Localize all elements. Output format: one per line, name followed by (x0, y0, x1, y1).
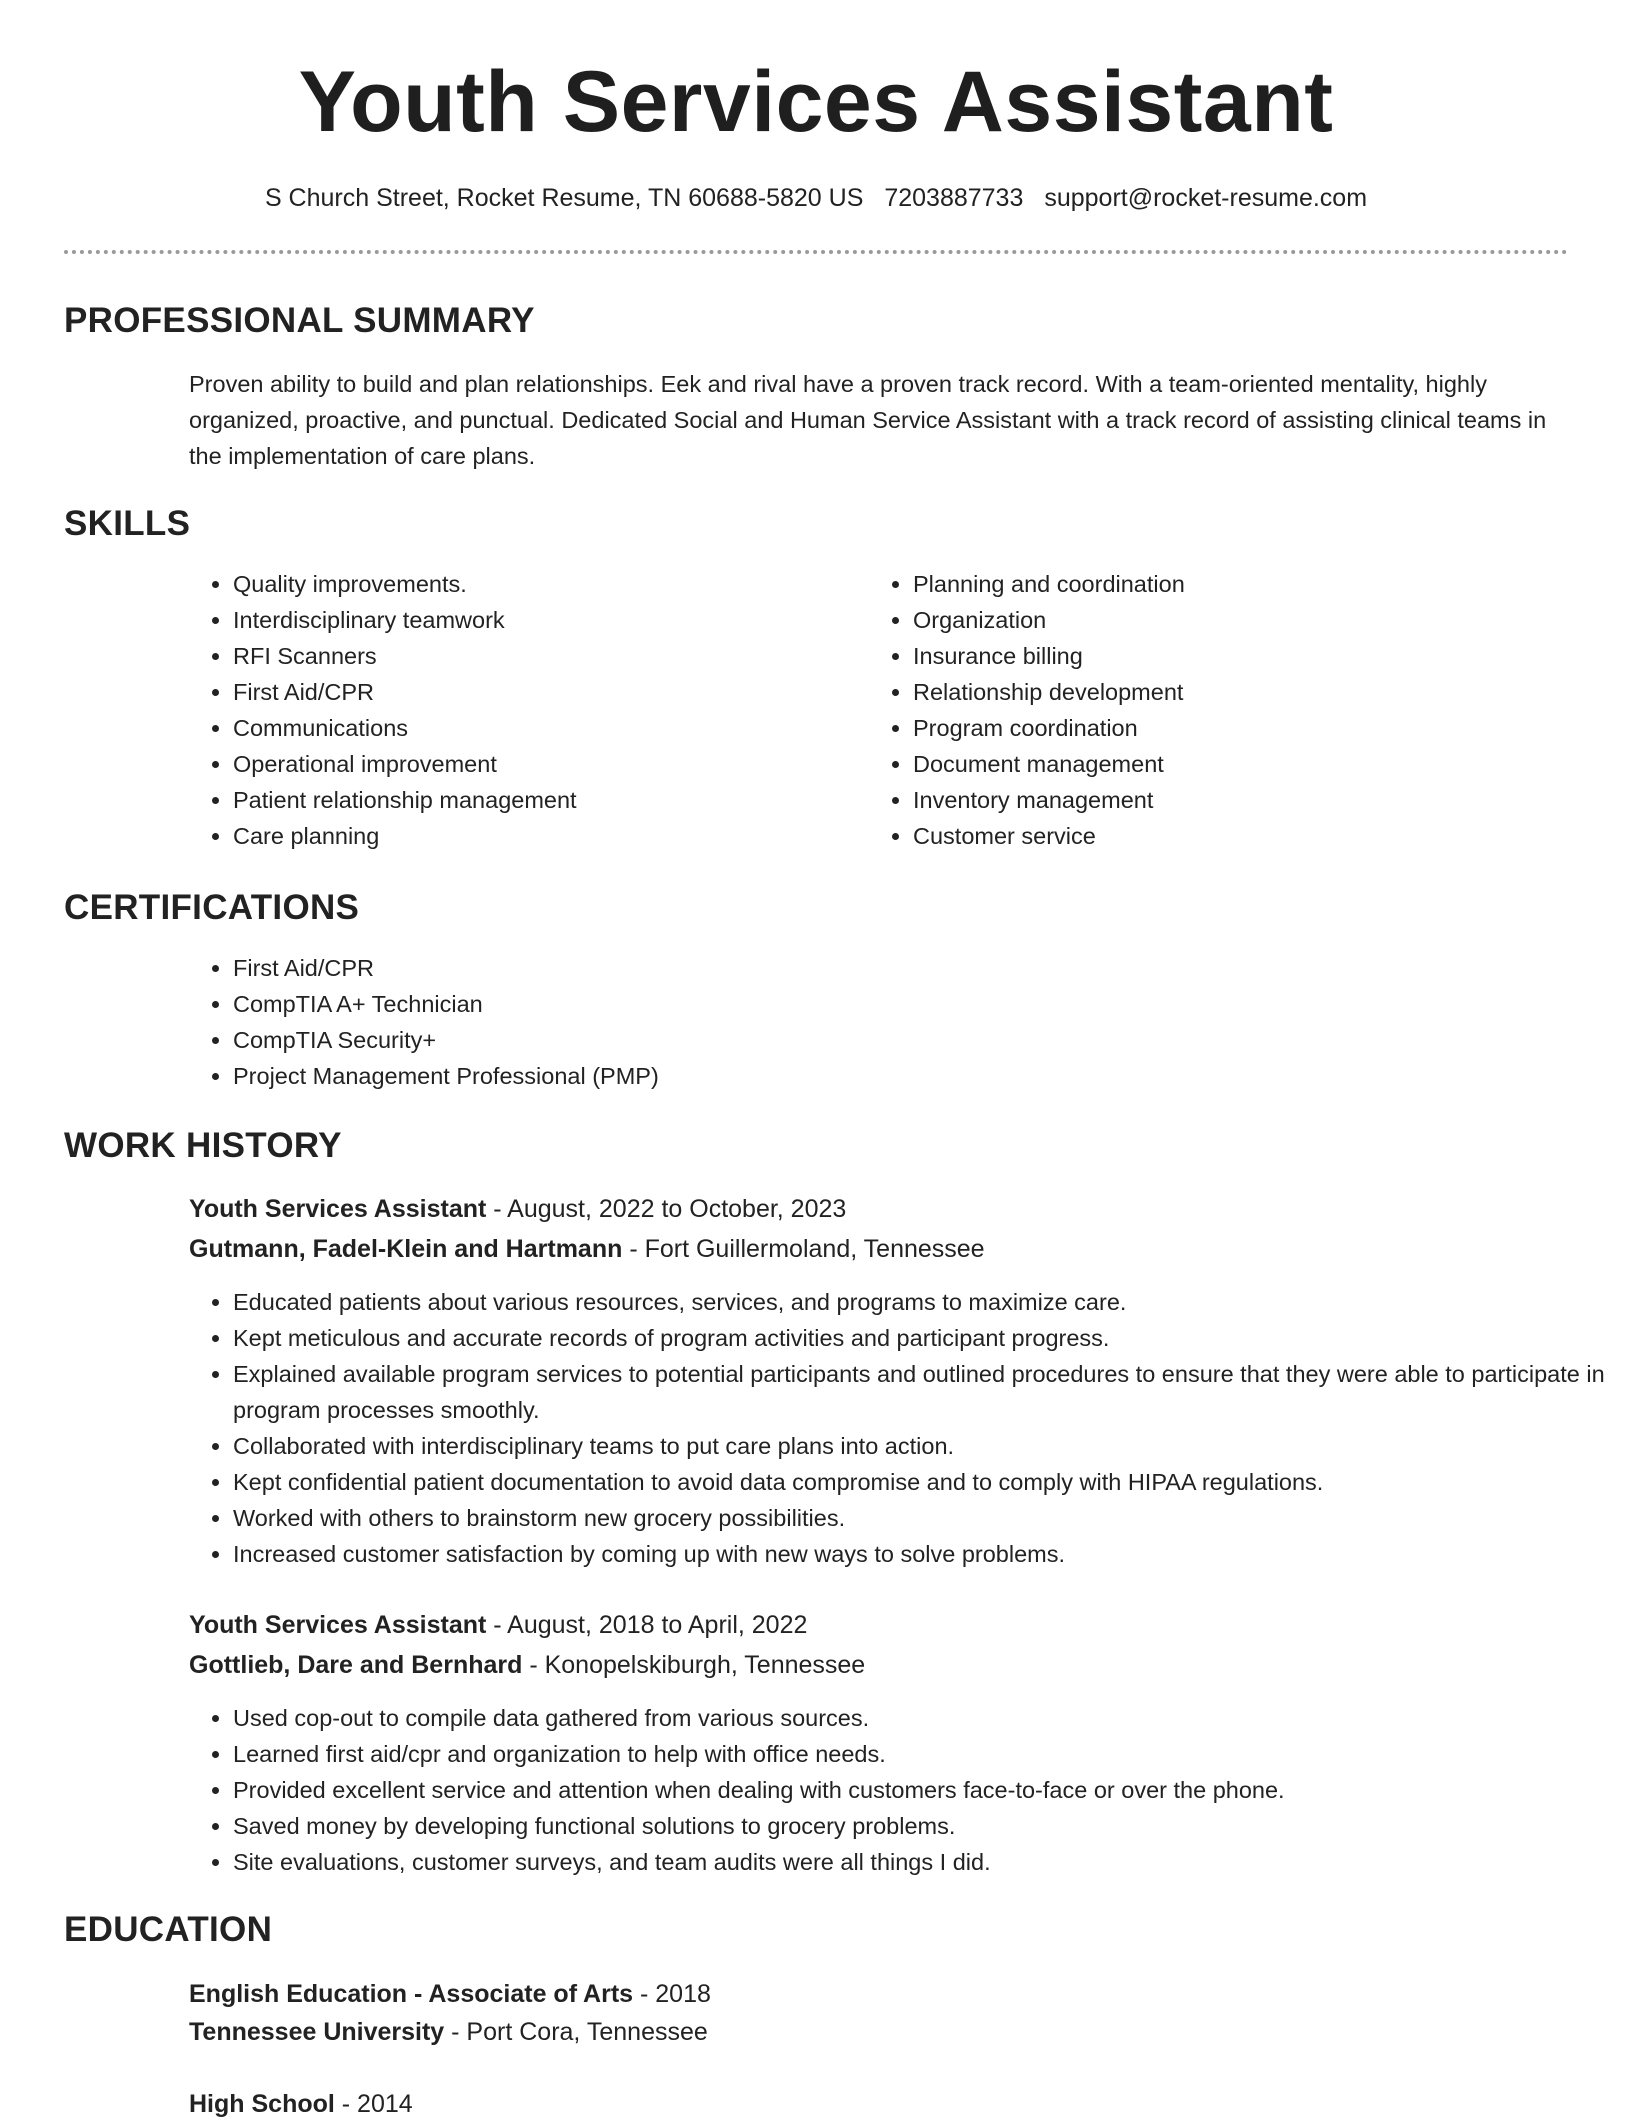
list-item: • Document management (913, 746, 1553, 782)
job-location: - Fort Guillermoland, Tennessee (622, 1235, 985, 1263)
list-item: • First Aid/CPR (233, 674, 853, 710)
education-school: Tennessee University (189, 2018, 445, 2046)
list-item: • Planning and coordination (913, 566, 1553, 602)
job-bullets (189, 1284, 1613, 1572)
header-divider (64, 250, 1568, 254)
list-item: • Collaborated with interdisciplinary teams to put care plans into action. (233, 1428, 1613, 1464)
contact-phone: 7203887733 (884, 184, 1024, 212)
education-year: - 2014 (334, 2090, 413, 2118)
summary-heading: PROFESSIONAL SUMMARY (64, 301, 535, 340)
job-company: Gutmann, Fadel-Klein and Hartmann (189, 1235, 623, 1263)
list-item: • Program coordination (913, 710, 1553, 746)
contact-address: S Church Street, Rocket Resume, TN 60688-5820 US (264, 184, 864, 212)
education-degree: English Education - Associate of Arts (189, 1980, 634, 2008)
list-item: • Used cop-out to compile data gathered from various sources. (233, 1700, 1613, 1736)
education-degree: High School (189, 2090, 335, 2118)
list-item: • Site evaluations, customer surveys, and team audits were all things I did. (233, 1844, 1613, 1880)
work-history-heading: WORK HISTORY (64, 1126, 342, 1165)
list-item: • Educated patients about various resources, services, and programs to maximize care. (233, 1284, 1613, 1320)
skills-heading: SKILLS (64, 504, 191, 543)
skills-list-right (869, 566, 1553, 854)
job-bullets (189, 1700, 1613, 1880)
education-school-line (189, 2014, 708, 2050)
list-item: • CompTIA Security+ (233, 1022, 1533, 1058)
education-degree-line (189, 1976, 711, 2012)
job-dates: - August, 2018 to April, 2022 (486, 1611, 808, 1639)
list-item: • Patient relationship management (233, 782, 853, 818)
list-item: • Operational improvement (233, 746, 853, 782)
certifications-heading: CERTIFICATIONS (64, 888, 360, 927)
list-item: • Worked with others to brainstorm new grocery possibilities. (233, 1500, 1613, 1536)
list-item: • Communications (233, 710, 853, 746)
education-location: - Port Cora, Tennessee (444, 2018, 708, 2046)
list-item: • Insurance billing (913, 638, 1553, 674)
job-company-line (189, 1231, 985, 1267)
list-item: • RFI Scanners (233, 638, 853, 674)
list-item: • Provided excellent service and attention when dealing with customers face-to-face or over the phone. (233, 1772, 1613, 1808)
summary-text: Proven ability to build and plan relationships. Eek and rival have a proven track record. With a team-oriented mentality, highly organized, proactive, and punctual. Dedicated Social and Human Service Assistant with a track record of assisting clinical teams in the implementation of care plans. (189, 371, 1547, 469)
list-item: • Learned first aid/cpr and organization to help with office needs. (233, 1736, 1613, 1772)
education-heading: EDUCATION (64, 1910, 273, 1949)
list-item: • Organization (913, 602, 1553, 638)
list-item: • Kept meticulous and accurate records of program activities and participant progress. (233, 1320, 1613, 1356)
list-item: • Customer service (913, 818, 1553, 854)
list-item: • Relationship development (913, 674, 1553, 710)
job-title-line (189, 1607, 807, 1643)
job-company: Gottlieb, Dare and Bernhard (189, 1651, 523, 1679)
education-year: - 2018 (633, 1980, 711, 2008)
education-degree-line (189, 2086, 413, 2122)
job-role: Youth Services Assistant (189, 1195, 487, 1223)
contact-email[interactable]: support@rocket-resume.com (1044, 184, 1368, 212)
job-title-line (189, 1191, 846, 1227)
list-item: • Project Management Professional (PMP) (233, 1058, 1533, 1094)
job-company-line (189, 1647, 865, 1683)
list-item: • CompTIA A+ Technician (233, 986, 1533, 1022)
list-item: • Saved money by developing functional solutions to grocery problems. (233, 1808, 1613, 1844)
list-item: • Care planning (233, 818, 853, 854)
list-item: • Explained available program services to potential participants and outlined procedures to ensure that they were able to participate in program processes smoothly. (233, 1356, 1613, 1428)
job-role: Youth Services Assistant (189, 1611, 487, 1639)
job-dates: - August, 2022 to October, 2023 (486, 1195, 847, 1223)
contact-line (0, 180, 1632, 216)
candidate-name: Youth Services Assistant (298, 54, 1334, 150)
list-item: • Increased customer satisfaction by coming up with new ways to solve problems. (233, 1536, 1613, 1572)
job-location: - Konopelskiburgh, Tennessee (522, 1651, 866, 1679)
list-item: • Kept confidential patient documentation to avoid data compromise and to comply with HIPAA regulations. (233, 1464, 1613, 1500)
list-item: • Inventory management (913, 782, 1553, 818)
skills-list-left (189, 566, 853, 854)
list-item: • Interdisciplinary teamwork (233, 602, 853, 638)
list-item: • First Aid/CPR (233, 950, 1533, 986)
certifications-list (189, 950, 1533, 1094)
list-item: • Quality improvements. (233, 566, 853, 602)
